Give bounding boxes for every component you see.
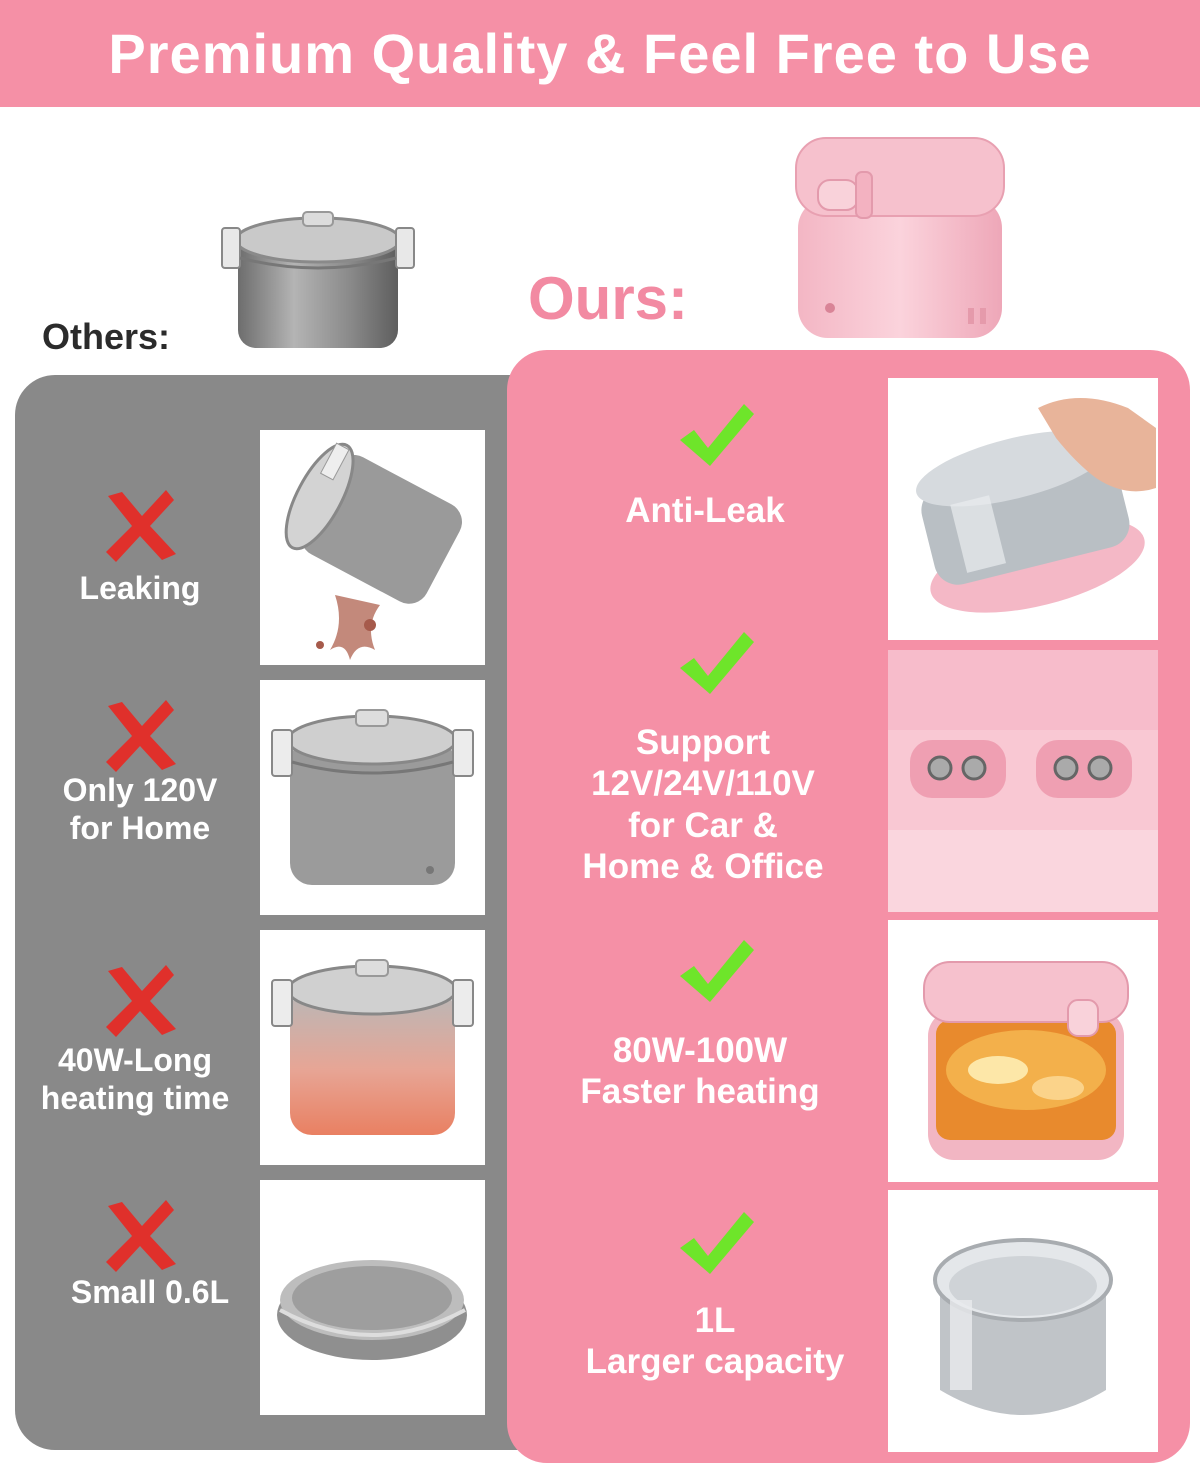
anti-leak-photo: [888, 378, 1158, 640]
ours-row-label: 80W-100W Faster heating: [580, 1031, 820, 1112]
check-icon: [676, 630, 756, 700]
check-icon: [676, 402, 756, 472]
others-row-label: Small 0.6L: [70, 1274, 230, 1310]
others-row-label: Only 120V for Home: [62, 772, 218, 846]
small-container-photo: [260, 1180, 485, 1415]
ours-label: Ours:: [528, 265, 689, 332]
large-container-photo: [888, 1190, 1158, 1452]
cross-icon: [100, 490, 180, 562]
fast-heating-photo: [888, 920, 1158, 1182]
others-row-label: 40W-Long heating time: [40, 1042, 230, 1116]
power-ports-photo: [888, 650, 1158, 912]
ours-lunchbox-image: [790, 128, 1010, 348]
others-row-label: Leaking: [79, 570, 201, 606]
cross-icon: [100, 1200, 180, 1272]
ours-row-label: Anti-Leak: [625, 491, 785, 530]
check-icon: [676, 938, 756, 1008]
banner-title: Premium Quality & Feel Free to Use: [108, 22, 1092, 85]
check-icon: [676, 1210, 756, 1280]
leaking-lunchbox-photo: [260, 430, 485, 665]
top-banner: [0, 0, 1200, 107]
cross-icon: [100, 965, 180, 1037]
slow-heating-lunchbox-photo: [260, 930, 485, 1165]
120v-lunchbox-photo: [260, 680, 485, 915]
others-lunchbox-image: [218, 198, 418, 358]
ours-row-label: 1L Larger capacity: [585, 1301, 845, 1382]
cross-icon: [100, 700, 180, 772]
others-label: Others:: [42, 316, 171, 357]
ours-row-label: Support 12V/24V/110V for Car & Home & Office: [582, 723, 824, 886]
